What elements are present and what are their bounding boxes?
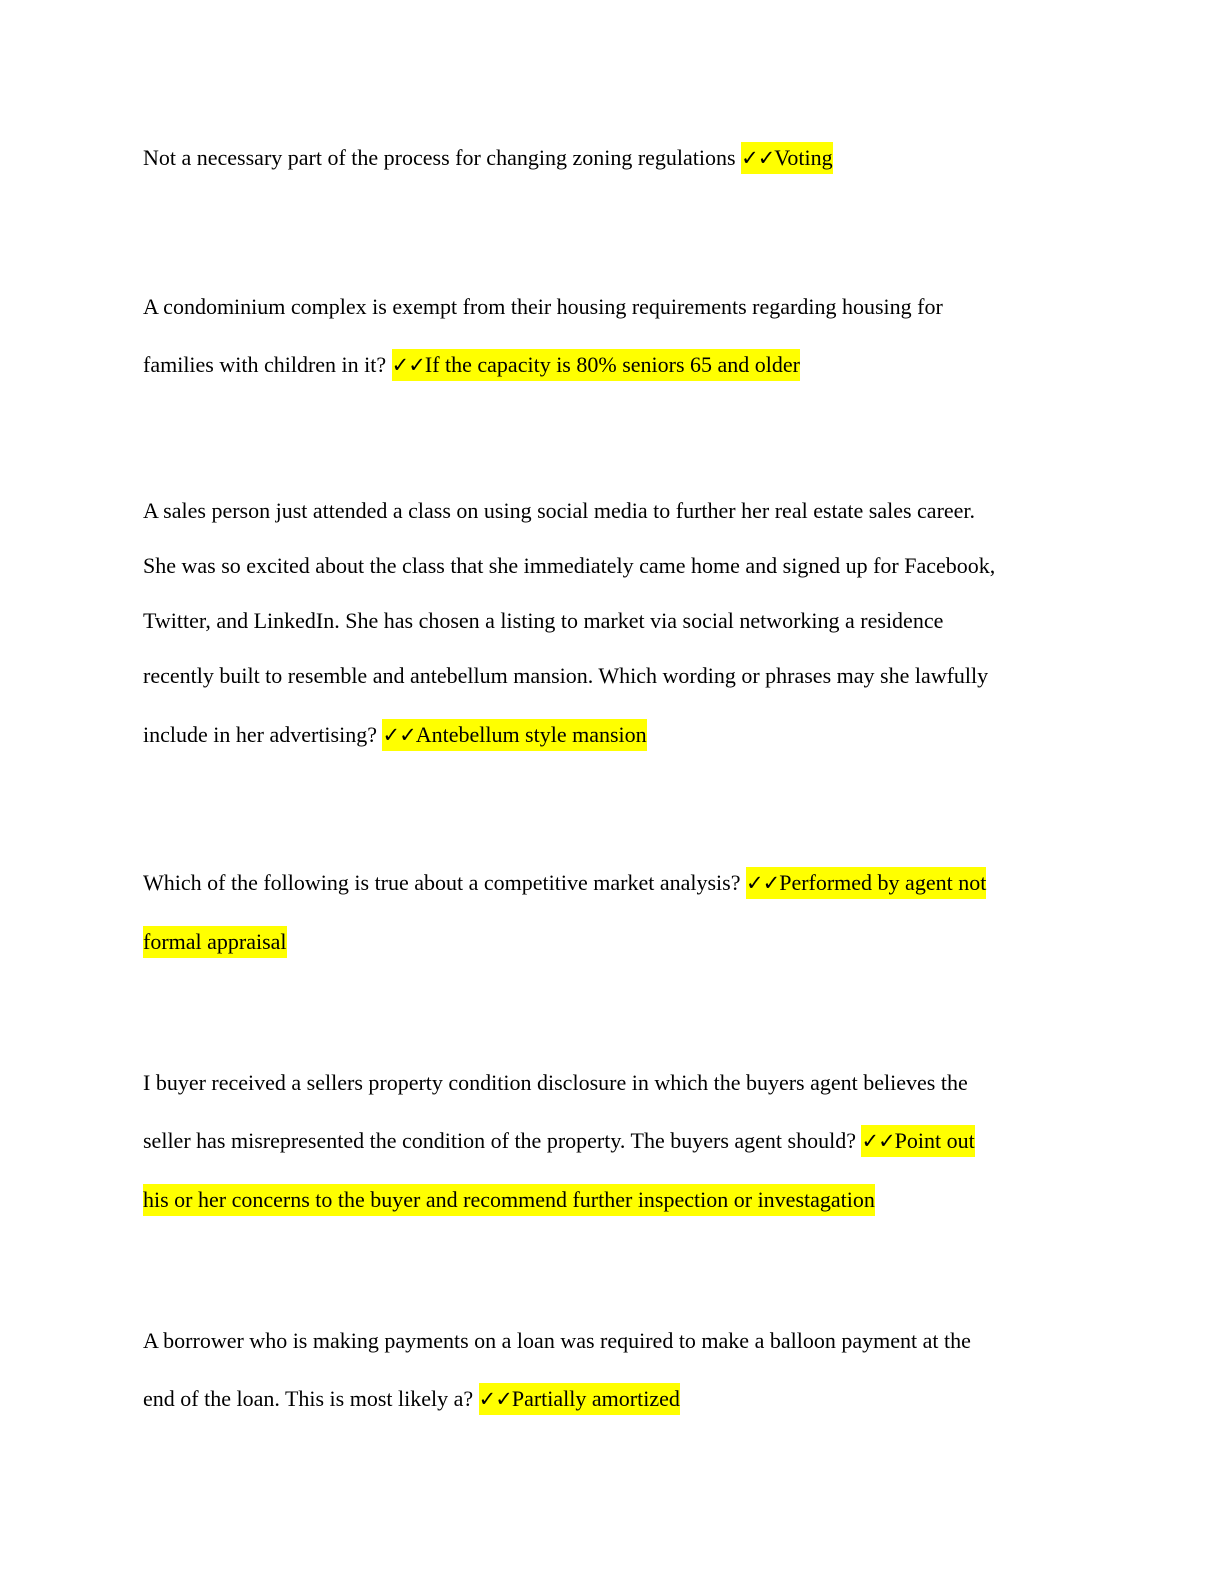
double-check-icon: ✓✓ <box>741 146 775 170</box>
qa-item-market-analysis <box>143 868 1073 957</box>
question-line <box>143 868 1073 898</box>
answer-text: Antebellum style mansion <box>415 722 647 747</box>
question-text: seller has misrepresented the condition of the property. The buyers agent should? <box>143 1128 862 1153</box>
question-text: end of the loan. This is most likely a? <box>143 1386 479 1411</box>
question-line <box>143 1185 1073 1215</box>
question-line <box>143 1384 1073 1414</box>
question-line: A sales person just attended a class on using social media to further her real estate sales career. <box>143 498 976 523</box>
question-line: A borrower who is making payments on a loan was required to make a balloon payment at the <box>143 1328 971 1353</box>
answer-highlight <box>746 867 986 899</box>
answer-highlight <box>382 719 646 751</box>
answer-highlight <box>861 1125 974 1157</box>
answer-highlight <box>479 1383 680 1415</box>
question-line <box>143 1126 1073 1156</box>
question-line <box>143 145 1073 171</box>
qa-item-balloon-payment <box>143 1326 1073 1414</box>
double-check-icon: ✓✓ <box>478 1387 512 1411</box>
answer-highlight <box>741 142 832 174</box>
double-check-icon: ✓✓ <box>382 723 416 747</box>
question-line <box>143 720 1073 750</box>
question-text: Which of the following is true about a competitive market analysis? <box>143 870 746 895</box>
double-check-icon: ✓✓ <box>746 871 780 895</box>
qa-item-zoning <box>143 145 1073 171</box>
question-text: families with children in it? <box>143 352 392 377</box>
answer-text: Performed by agent not <box>779 870 987 895</box>
question-line <box>143 927 1073 957</box>
answer-highlight <box>392 349 800 381</box>
question-line: recently built to resemble and antebellum mansion. Which wording or phrases may she lawfully <box>143 663 989 688</box>
answer-text: Voting <box>774 145 833 170</box>
answer-text: Point out <box>894 1128 975 1153</box>
question-line: Twitter, and LinkedIn. She has chosen a listing to market via social networking a residence <box>143 608 944 633</box>
question-line <box>143 350 1073 380</box>
answer-text: his or her concerns to the buyer and recommend further inspection or investagation <box>143 1187 875 1212</box>
qa-item-disclosure <box>143 1068 1073 1215</box>
question-text: include in her advertising? <box>143 722 383 747</box>
question-line: A condominium complex is exempt from their housing requirements regarding housing for <box>143 294 943 319</box>
answer-highlight <box>143 926 287 958</box>
answer-highlight <box>143 1184 875 1216</box>
answer-text: formal appraisal <box>143 929 287 954</box>
double-check-icon: ✓✓ <box>391 353 425 377</box>
answer-text: Partially amortized <box>511 1386 680 1411</box>
double-check-icon: ✓✓ <box>861 1129 895 1153</box>
answer-text: If the capacity is 80% seniors 65 and older <box>424 352 800 377</box>
qa-item-social-media <box>143 496 1073 750</box>
question-text: Not a necessary part of the process for changing zoning regulations <box>143 145 742 170</box>
question-line: I buyer received a sellers property condition disclosure in which the buyers agent believes the <box>143 1070 968 1095</box>
qa-item-condominium <box>143 292 1073 380</box>
question-line: She was so excited about the class that she immediately came home and signed up for Facebook, <box>143 553 996 578</box>
